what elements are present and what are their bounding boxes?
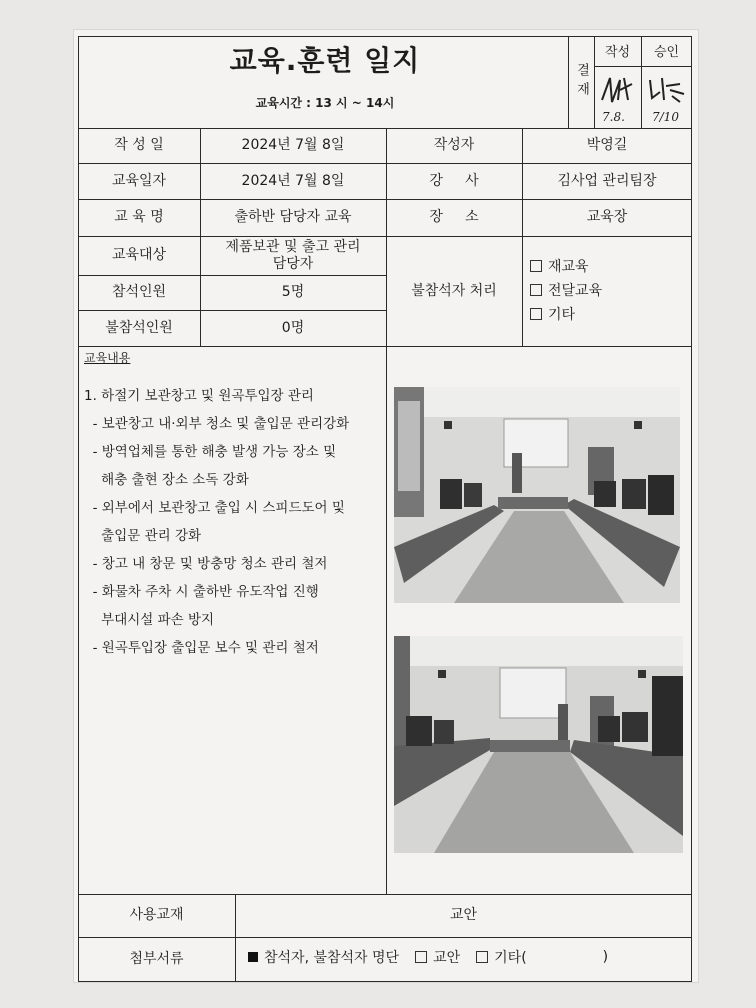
- attach-items: [248, 946, 608, 968]
- course-value: 출하반 담당자 교육: [234, 209, 352, 225]
- course-label: 교 육 명: [114, 209, 164, 225]
- attach-label: 첨부서류: [129, 951, 184, 967]
- writer-signature: [598, 70, 638, 110]
- absent-options: [530, 254, 602, 326]
- content-line: - 보관창고 내·외부 청소 및 출입문 관리강화: [84, 416, 350, 432]
- attend-label: 참석인원: [111, 284, 167, 300]
- option-other[interactable]: [530, 302, 602, 326]
- content-list: [84, 382, 384, 662]
- content-line: 1. 하절기 보관창고 및 원곡투입장 관리: [84, 388, 314, 404]
- attach-lesson-plan: 교안: [433, 950, 461, 966]
- content-line: - 원곡투입장 출입문 보수 및 관리 철저: [84, 640, 319, 656]
- attach-attendance-list: 참석자, 불참석자 명단: [264, 950, 400, 966]
- attach-other-close: ): [602, 949, 609, 965]
- approver-signature: [646, 72, 688, 108]
- option-retraining[interactable]: [530, 254, 602, 278]
- education-time: 교육시간 : 13 시 ~ 14시: [255, 95, 395, 110]
- content-line: - 외부에서 보관창고 출입 시 스피드도어 및: [84, 500, 345, 516]
- material-label: 사용교재: [129, 907, 184, 923]
- created-date-value: 2024년 7월 8일: [241, 137, 345, 153]
- instructor-label: 강 사: [429, 172, 479, 189]
- target-line-1: 제품보관 및 출고 관리: [225, 238, 361, 255]
- content-line: 부대시설 파손 방지: [84, 612, 215, 628]
- created-date-label: 작 성 일: [114, 137, 164, 153]
- checkbox-icon: [476, 951, 488, 963]
- absent-label: 불참석인원: [105, 319, 173, 336]
- target-label: 교육대상: [111, 247, 167, 263]
- approval-col-approver: 승인: [653, 44, 680, 60]
- checkbox-icon: [530, 260, 542, 272]
- option-retraining-label: 재교육: [548, 259, 589, 275]
- content-line: 해충 출현 장소 소독 강화: [84, 472, 249, 488]
- writer-value: 박영길: [586, 137, 628, 153]
- approval-date-writer: 7.8.: [602, 110, 625, 124]
- edu-date-value: 2024년 7월 8일: [241, 172, 345, 189]
- instructor-value: 김사업 관리팀장: [557, 172, 657, 189]
- absent-handling-label: 불참석자 처리: [411, 282, 497, 299]
- checkbox-icon: [530, 284, 542, 296]
- approval-col-writer: 작성: [604, 44, 631, 60]
- approval-label: [568, 52, 594, 112]
- target-value: [200, 236, 386, 275]
- option-relay-training[interactable]: [530, 278, 602, 302]
- attend-value: 5명: [281, 284, 305, 300]
- checkbox-icon: [530, 308, 542, 320]
- checked-box-icon: [248, 952, 258, 962]
- form-title: 교육.훈련 일지: [229, 43, 421, 77]
- content-line: - 방역업체를 통한 해충 발생 가능 장소 및: [84, 444, 337, 460]
- training-photo-2: [394, 636, 683, 853]
- place-label: 장 소: [429, 209, 479, 225]
- attach-other: 기타(: [494, 950, 527, 966]
- approval-label-text: 결재: [574, 63, 589, 101]
- content-line: 출입문 관리 강화: [84, 528, 202, 544]
- checkbox-icon: [415, 951, 427, 963]
- option-relay-training-label: 전달교육: [548, 283, 603, 299]
- place-value: 교육장: [586, 209, 628, 225]
- option-other-label: 기타: [548, 307, 576, 323]
- training-photo-1: [394, 387, 680, 603]
- approval-date-approver: 7/10: [652, 110, 679, 124]
- material-value: 교안: [449, 907, 478, 923]
- target-line-2: 담당자: [272, 255, 314, 272]
- content-line: - 창고 내 창문 및 방충망 청소 관리 철저: [84, 556, 328, 572]
- writer-label: 작성자: [433, 137, 475, 153]
- content-label: 교육내용: [84, 351, 131, 365]
- content-line: - 화물차 주차 시 출하반 유도작업 진행: [84, 584, 319, 600]
- edu-date-label: 교육일자: [111, 172, 167, 189]
- absent-value: 0명: [281, 319, 305, 336]
